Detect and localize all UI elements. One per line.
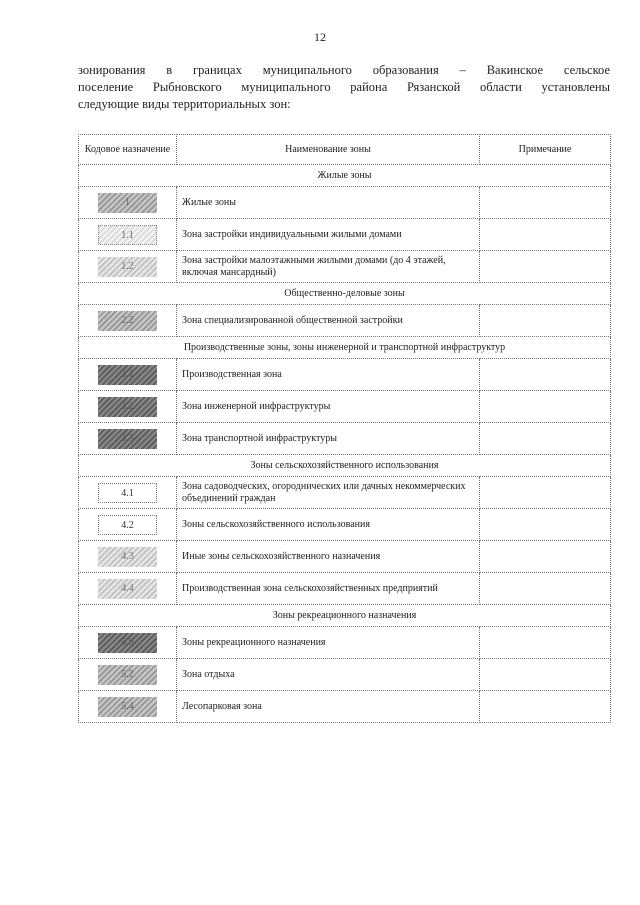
header-name: Наименование зоны: [177, 135, 480, 165]
intro-line-1: зонирования в границах муниципального образования – Вакинское сельское: [78, 63, 610, 77]
zone-code-cell: [79, 219, 177, 251]
intro-line-3: следующие виды территориальных зон:: [78, 97, 291, 111]
group-row: [79, 283, 611, 305]
zone-code-cell: [79, 659, 177, 691]
table-row: [79, 573, 611, 605]
table-row: [79, 391, 611, 423]
table-row: [79, 423, 611, 455]
zone-swatch: 1.1: [98, 225, 157, 245]
zone-name: Зона отдыха: [177, 659, 480, 691]
zone-note: [480, 691, 611, 723]
zone-swatch: 4.1: [98, 483, 157, 503]
zone-swatch: 4.4: [98, 579, 157, 599]
intro-line-2: поселение Рыбновского муниципального района Рязанской области установлены: [78, 80, 610, 94]
zone-swatch: 3.1: [98, 365, 157, 385]
zone-code-cell: [79, 187, 177, 219]
zone-note: [480, 541, 611, 573]
zone-code-cell: [79, 359, 177, 391]
zone-swatch: 5.4: [98, 697, 157, 717]
table-row: [79, 541, 611, 573]
zone-code-cell: [79, 305, 177, 337]
zone-name: Лесопарковая зона: [177, 691, 480, 723]
group-row: [79, 605, 611, 627]
zone-code-cell: [79, 423, 177, 455]
zone-note: [480, 509, 611, 541]
table-row: [79, 251, 611, 283]
group-title: Производственные зоны, зоны инженерной и транспортной инфраструктур: [79, 337, 611, 359]
zone-note: [480, 359, 611, 391]
header-note: Примечание: [480, 135, 611, 165]
zone-code-cell: [79, 477, 177, 509]
group-row: [79, 455, 611, 477]
zone-name: Зона садоводческих, огороднических или дачных некоммерческих объединений граждан: [177, 477, 480, 509]
zone-name: Зона инженерной инфраструктуры: [177, 391, 480, 423]
zone-swatch: 4.3: [98, 547, 157, 567]
table-row: [79, 219, 611, 251]
group-title: Жилые зоны: [79, 165, 611, 187]
group-title: Зоны сельскохозяйственного использования: [79, 455, 611, 477]
table-row: [79, 477, 611, 509]
zone-swatch: 1.2: [98, 257, 157, 277]
group-row: [79, 165, 611, 187]
table-row: [79, 187, 611, 219]
table-row: [79, 509, 611, 541]
zone-note: [480, 659, 611, 691]
table-header-row: [79, 135, 611, 165]
table-row: [79, 359, 611, 391]
zone-name: Зона специализированной общественной застройки: [177, 305, 480, 337]
zone-note: [480, 477, 611, 509]
group-title: Зоны рекреационного назначения: [79, 605, 611, 627]
table-row: [79, 691, 611, 723]
zone-note: [480, 391, 611, 423]
zone-name: Производственная зона: [177, 359, 480, 391]
zone-name: Зоны рекреационного назначения: [177, 627, 480, 659]
group-row: [79, 337, 611, 359]
zone-code-cell: [79, 391, 177, 423]
zone-swatch: 2.2: [98, 311, 157, 331]
zone-name: Зоны сельскохозяйственного использования: [177, 509, 480, 541]
zone-note: [480, 251, 611, 283]
zone-code-cell: [79, 509, 177, 541]
zone-swatch: 5.0: [98, 633, 157, 653]
zone-name: Зона застройки индивидуальными жилыми домами: [177, 219, 480, 251]
table-row: [79, 659, 611, 691]
zone-code-cell: [79, 691, 177, 723]
zone-name: Зона транспортной инфраструктуры: [177, 423, 480, 455]
zone-swatch: 4.2: [98, 515, 157, 535]
zone-name: Жилые зоны: [177, 187, 480, 219]
zone-code-cell: [79, 251, 177, 283]
zone-note: [480, 187, 611, 219]
zone-swatch: 5.2: [98, 665, 157, 685]
header-code: Кодовое назначение: [79, 135, 177, 165]
intro-paragraph: [78, 62, 610, 113]
zone-code-cell: [79, 627, 177, 659]
table-row: [79, 627, 611, 659]
zone-note: [480, 305, 611, 337]
zone-name: Производственная зона сельскохозяйственных предприятий: [177, 573, 480, 605]
page-number: 12: [314, 30, 326, 44]
zone-note: [480, 423, 611, 455]
zone-code-cell: [79, 541, 177, 573]
zone-code-cell: [79, 573, 177, 605]
zone-note: [480, 219, 611, 251]
zone-swatch: 1: [98, 193, 157, 213]
zone-name: Иные зоны сельскохозяйственного назначения: [177, 541, 480, 573]
zones-table: [78, 134, 611, 723]
group-title: Общественно-деловые зоны: [79, 283, 611, 305]
zone-note: [480, 627, 611, 659]
table-row: [79, 305, 611, 337]
zones-table-body: [79, 165, 611, 723]
zone-swatch: 3.2: [98, 397, 157, 417]
zone-swatch: 3.3: [98, 429, 157, 449]
zone-note: [480, 573, 611, 605]
zone-name: Зона застройки малоэтажными жилыми домами (до 4 этажей, включая мансардный): [177, 251, 480, 283]
